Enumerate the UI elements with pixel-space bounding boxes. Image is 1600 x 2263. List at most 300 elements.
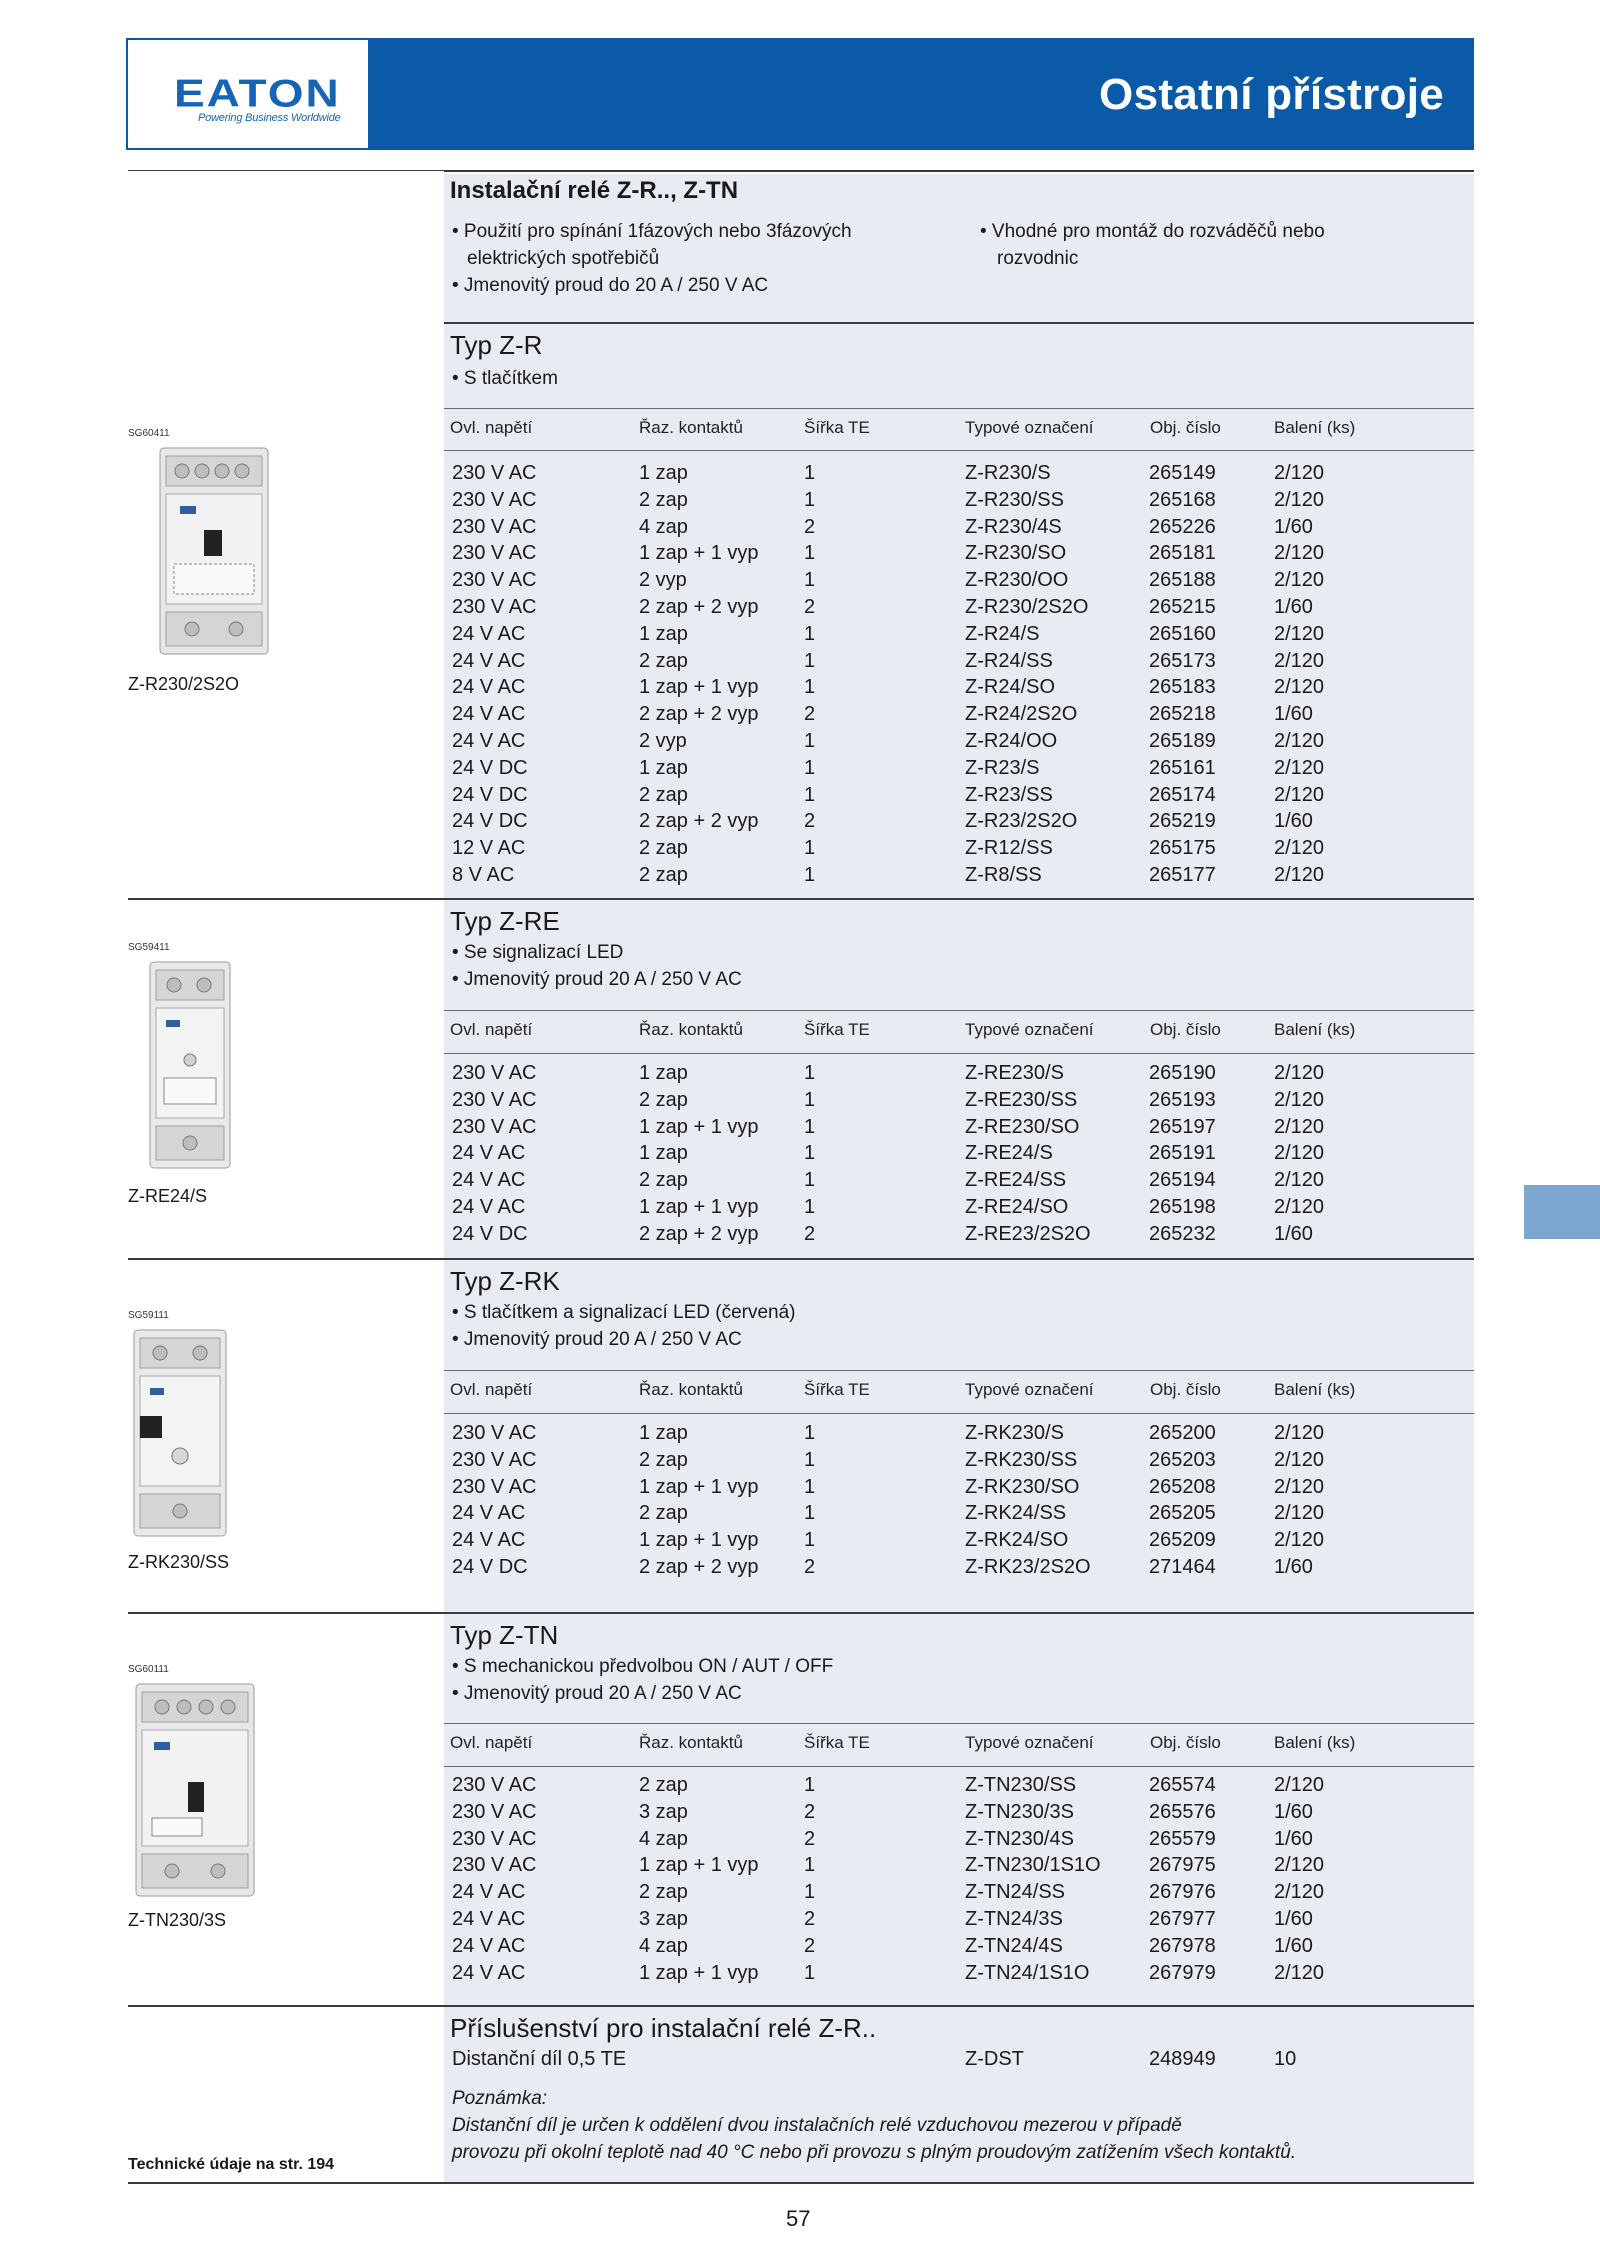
cell-order-no: 265226 (1149, 515, 1216, 538)
divider (128, 2005, 1474, 2007)
cell-contacts: 1 zap + 1 vyp (639, 1961, 759, 1984)
table-row (452, 1935, 1452, 1962)
cell-voltage: 230 V AC (452, 1774, 537, 1796)
col-pack: Balení (ks) (1274, 1380, 1356, 1399)
header-band (370, 38, 1474, 150)
col-type: Typové označení (965, 1020, 1094, 1039)
cell-type: Z-R8/SS (965, 864, 1042, 886)
cell-contacts: 1 zap + 1 vyp (639, 542, 759, 565)
cell-width: 1 (804, 1774, 816, 1796)
note-line: Distanční díl je určen k oddělení dvou instalačních relé vzduchovou mezerou v případě (452, 2115, 1182, 2136)
cell-order-no: 265149 (1149, 462, 1216, 484)
cell-width: 1 (804, 730, 816, 752)
cell-width: 1 (804, 1088, 816, 1111)
cell-type: Z-TN230/4S (965, 1827, 1074, 1850)
cell-voltage: 24 V AC (452, 1196, 526, 1218)
cell-type: Z-TN24/1S1O (965, 1961, 1090, 1984)
cell-width: 2 (804, 1222, 816, 1245)
cell-width: 1 (804, 1854, 816, 1877)
table-row (452, 1556, 1452, 1583)
cell-order-no: 265209 (1149, 1529, 1216, 1552)
cell-contacts: 2 zap (639, 837, 688, 860)
cell-width: 1 (804, 1448, 816, 1471)
col-type: Typové označení (965, 418, 1094, 437)
cell-order-no: 265218 (1149, 703, 1216, 726)
cell-voltage: 24 V AC (452, 1908, 526, 1930)
cell-contacts: 4 zap (639, 515, 688, 538)
cell-order-no: 267979 (1149, 1961, 1216, 1984)
cell-order-no: 265190 (1149, 1062, 1216, 1084)
cell-pack: 2/120 (1274, 837, 1325, 860)
cell-pack: 2/120 (1274, 1961, 1325, 1984)
cell-order-no: 267975 (1149, 1854, 1216, 1877)
cell-voltage: 12 V AC (452, 837, 526, 860)
cell-voltage: 24 V AC (452, 730, 526, 752)
cell-pack: 2/120 (1274, 488, 1325, 511)
cell-contacts: 4 zap (639, 1827, 688, 1850)
cell-contacts: 1 zap (639, 462, 688, 484)
cell-contacts: 2 zap (639, 649, 688, 672)
cell-order-no: 265188 (1149, 569, 1216, 592)
note-label: Poznámka: (452, 2088, 548, 2109)
cell-type: Z-R230/OO (965, 569, 1069, 592)
accessory-name: Distanční díl 0,5 TE (452, 2048, 627, 2070)
cell-contacts: 1 zap + 1 vyp (639, 1529, 759, 1552)
col-width: Šířka TE (804, 1733, 870, 1752)
cell-voltage: 24 V AC (452, 1502, 526, 1525)
cell-voltage: 230 V AC (452, 569, 537, 592)
side-tab-marker (1524, 1185, 1600, 1239)
table-row (452, 1502, 1452, 1529)
cell-order-no: 265181 (1149, 542, 1216, 565)
divider (128, 1258, 1474, 1260)
cell-pack: 2/120 (1274, 622, 1325, 645)
cell-type: Z-RK230/S (965, 1422, 1064, 1444)
cell-contacts: 1 zap (639, 622, 688, 645)
cell-type: Z-R23/SS (965, 783, 1053, 806)
tech-data-reference: Technické údaje na str. 194 (128, 2156, 335, 2173)
table-row (452, 1422, 1452, 1449)
cell-order-no: 265208 (1149, 1475, 1216, 1498)
table-row (452, 650, 1452, 677)
cell-type: Z-TN230/SS (965, 1774, 1077, 1796)
cell-type: Z-RK23/2S2O (965, 1556, 1091, 1578)
cell-contacts: 1 zap + 1 vyp (639, 1475, 759, 1498)
cell-order-no: 265191 (1149, 1142, 1216, 1165)
cell-width: 1 (804, 1169, 816, 1192)
cell-order-no: 265193 (1149, 1088, 1216, 1111)
accessories-title: Příslušenství pro instalační relé Z-R.. (450, 2013, 877, 2043)
table-row (452, 864, 1452, 891)
cell-width: 2 (804, 596, 816, 618)
cell-contacts: 3 zap (639, 1908, 688, 1930)
col-contacts: Řaz. kontaktů (639, 1020, 743, 1039)
page-title: Ostatní přístroje (1099, 70, 1444, 119)
cell-type: Z-RE23/2S2O (965, 1222, 1091, 1245)
cell-contacts: 2 zap (639, 488, 688, 511)
table-row (452, 1062, 1452, 1089)
cell-width: 2 (804, 1800, 816, 1823)
cell-pack: 1/60 (1274, 1827, 1313, 1850)
col-voltage: Ovl. napětí (450, 1020, 533, 1039)
table-row (452, 542, 1452, 569)
cell-contacts: 2 zap + 2 vyp (639, 1222, 759, 1245)
divider (444, 1723, 1474, 1724)
cell-pack: 2/120 (1274, 676, 1325, 699)
divider (128, 2182, 1474, 2184)
divider (128, 1612, 1474, 1614)
cell-pack: 2/120 (1274, 730, 1325, 752)
cell-pack: 2/120 (1274, 1142, 1325, 1165)
image-code: SG59411 (128, 942, 170, 953)
cell-type: Z-TN24/4S (965, 1934, 1063, 1957)
cell-type: Z-R24/OO (965, 730, 1058, 752)
cell-order-no: 265175 (1149, 837, 1216, 860)
cell-contacts: 2 zap (639, 1448, 688, 1471)
cell-pack: 2/120 (1274, 1196, 1325, 1218)
cell-pack: 2/120 (1274, 756, 1325, 779)
cell-type: Z-R230/SO (965, 542, 1067, 565)
cell-voltage: 230 V AC (452, 462, 537, 484)
cell-type: Z-R230/2S2O (965, 596, 1089, 618)
cell-contacts: 2 zap (639, 1774, 688, 1796)
divider (444, 1766, 1474, 1767)
cell-type: Z-RE230/S (965, 1062, 1064, 1084)
cell-voltage: 24 V DC (452, 756, 528, 779)
cell-type: Z-TN24/SS (965, 1881, 1066, 1904)
section-title-z-tn: Typ Z-TN (450, 1620, 559, 1650)
cell-type: Z-RK24/SO (965, 1529, 1069, 1552)
cell-width: 1 (804, 1502, 816, 1525)
image-code: SG60411 (128, 428, 170, 439)
table-row (452, 1116, 1452, 1143)
section-title-z-re: Typ Z-RE (450, 906, 560, 936)
cell-voltage: 24 V AC (452, 622, 526, 645)
accessory-type: Z-DST (965, 2048, 1024, 2070)
col-order-no: Obj. číslo (1150, 1380, 1221, 1399)
table-row (452, 1529, 1452, 1556)
divider (444, 170, 1474, 172)
cell-pack: 1/60 (1274, 596, 1313, 618)
cell-voltage: 230 V AC (452, 1475, 537, 1498)
section-bullet: • Jmenovitý proud 20 A / 250 V AC (452, 969, 742, 990)
cell-width: 2 (804, 1827, 816, 1850)
divider (444, 1413, 1474, 1414)
cell-pack: 2/120 (1274, 1088, 1325, 1111)
cell-order-no: 265177 (1149, 864, 1216, 886)
cell-width: 1 (804, 837, 816, 860)
cell-order-no: 267978 (1149, 1934, 1216, 1957)
intro-bullet: • Vhodné pro montáž do rozváděčů nebo (980, 221, 1325, 242)
table-row (452, 1774, 1452, 1801)
cell-pack: 2/120 (1274, 1502, 1325, 1525)
cell-width: 1 (804, 622, 816, 645)
col-width: Šířka TE (804, 1020, 870, 1039)
table-row (452, 757, 1452, 784)
note-line: provozu při okolní teplotě nad 40 °C nebo při provozu s plným proudovým zatížením všech kontaktů. (452, 2142, 1297, 2163)
col-order-no: Obj. číslo (1150, 1733, 1221, 1752)
accessory-order-no: 248949 (1149, 2048, 1216, 2070)
col-voltage: Ovl. napětí (450, 1733, 533, 1752)
cell-pack: 2/120 (1274, 1881, 1325, 1904)
logo-box (126, 38, 370, 150)
cell-voltage: 24 V DC (452, 810, 528, 833)
cell-voltage: 230 V AC (452, 1422, 537, 1444)
cell-contacts: 2 zap (639, 864, 688, 886)
col-width: Šířka TE (804, 418, 870, 437)
cell-width: 2 (804, 810, 816, 833)
cell-order-no: 265203 (1149, 1448, 1216, 1471)
cell-order-no: 265579 (1149, 1827, 1216, 1850)
cell-voltage: 230 V AC (452, 1062, 537, 1084)
cell-contacts: 2 zap (639, 1881, 688, 1904)
divider (444, 1370, 1474, 1371)
cell-width: 1 (804, 488, 816, 511)
cell-voltage: 24 V DC (452, 1556, 528, 1578)
cell-type: Z-TN230/1S1O (965, 1854, 1101, 1877)
cell-order-no: 265168 (1149, 488, 1216, 511)
col-pack: Balení (ks) (1274, 1733, 1356, 1752)
cell-contacts: 2 zap + 2 vyp (639, 1556, 759, 1578)
cell-order-no: 265160 (1149, 622, 1216, 645)
cell-order-no: 265205 (1149, 1502, 1216, 1525)
cell-type: Z-R12/SS (965, 837, 1053, 860)
cell-width: 1 (804, 1881, 816, 1904)
cell-contacts: 1 zap (639, 1062, 688, 1084)
cell-pack: 2/120 (1274, 1169, 1325, 1192)
table-row (452, 516, 1452, 543)
cell-width: 2 (804, 515, 816, 538)
col-order-no: Obj. číslo (1150, 418, 1221, 437)
col-type: Typové označení (965, 1380, 1094, 1399)
table-row (452, 1908, 1452, 1935)
col-contacts: Řaz. kontaktů (639, 418, 743, 437)
table-row (452, 837, 1452, 864)
col-type: Typové označení (965, 1733, 1094, 1752)
table-row (452, 1962, 1452, 1989)
cell-order-no: 265219 (1149, 810, 1216, 833)
cell-type: Z-RE24/SO (965, 1196, 1069, 1218)
cell-contacts: 2 zap + 2 vyp (639, 703, 759, 726)
col-contacts: Řaz. kontaktů (639, 1733, 743, 1752)
cell-pack: 2/120 (1274, 1422, 1325, 1444)
cell-type: Z-RE230/SS (965, 1088, 1078, 1111)
cell-contacts: 1 zap + 1 vyp (639, 676, 759, 699)
cell-type: Z-R24/SS (965, 649, 1053, 672)
image-caption: Z-TN230/3S (128, 1910, 227, 1930)
cell-voltage: 24 V AC (452, 1142, 526, 1165)
section-bullet: • Se signalizací LED (452, 942, 624, 963)
table-row (452, 489, 1452, 516)
cell-type: Z-RE24/SS (965, 1169, 1067, 1192)
cell-order-no: 265161 (1149, 756, 1216, 779)
section-bullet: • Jmenovitý proud 20 A / 250 V AC (452, 1329, 742, 1350)
cell-voltage: 230 V AC (452, 1854, 537, 1877)
intro-bullet: elektrických spotřebičů (467, 248, 660, 269)
cell-order-no: 265197 (1149, 1115, 1216, 1138)
section-title-z-rk: Typ Z-RK (450, 1266, 560, 1296)
cell-width: 1 (804, 1961, 816, 1984)
relay-image-z-rk (130, 1328, 230, 1540)
cell-contacts: 1 zap (639, 1422, 688, 1444)
cell-pack: 1/60 (1274, 1908, 1313, 1930)
cell-pack: 2/120 (1274, 1854, 1325, 1877)
cell-voltage: 24 V DC (452, 1222, 528, 1245)
cell-voltage: 230 V AC (452, 488, 537, 511)
section-bullet: • S tlačítkem a signalizací LED (červená) (452, 1302, 796, 1323)
cell-width: 1 (804, 1142, 816, 1165)
cell-voltage: 24 V AC (452, 1934, 526, 1957)
cell-type: Z-RK230/SO (965, 1475, 1080, 1498)
cell-pack: 1/60 (1274, 1222, 1313, 1245)
table-row (452, 1881, 1452, 1908)
divider (444, 322, 1474, 324)
image-caption: Z-RE24/S (128, 1186, 208, 1206)
cell-contacts: 1 zap + 1 vyp (639, 1196, 759, 1218)
cell-voltage: 24 V AC (452, 1169, 526, 1192)
table-row (452, 1169, 1452, 1196)
col-contacts: Řaz. kontaktů (639, 1380, 743, 1399)
cell-width: 1 (804, 1196, 816, 1218)
cell-pack: 2/120 (1274, 649, 1325, 672)
cell-voltage: 230 V AC (452, 1088, 537, 1111)
table-row (452, 1449, 1452, 1476)
eaton-logo: EATON (174, 70, 341, 116)
cell-width: 1 (804, 676, 816, 699)
cell-voltage: 230 V AC (452, 1448, 537, 1471)
cell-contacts: 2 vyp (639, 569, 687, 592)
section-bullet: • Jmenovitý proud 20 A / 250 V AC (452, 1683, 742, 1704)
cell-type: Z-R24/SO (965, 676, 1056, 699)
intro-bullet: rozvodnic (997, 248, 1079, 269)
relay-image-z-r (156, 446, 272, 658)
relay-image-z-tn (132, 1682, 258, 1900)
cell-contacts: 2 vyp (639, 730, 687, 752)
cell-type: Z-TN230/3S (965, 1800, 1074, 1823)
section-bullet: • S tlačítkem (452, 368, 558, 389)
cell-contacts: 1 zap (639, 1142, 688, 1165)
cell-voltage: 230 V AC (452, 1115, 537, 1138)
table-row (452, 1223, 1452, 1250)
image-code: SG60111 (128, 1664, 169, 1675)
divider (444, 450, 1474, 451)
relay-image-z-re (146, 960, 234, 1172)
cell-voltage: 24 V DC (452, 783, 528, 806)
cell-pack: 2/120 (1274, 1062, 1325, 1084)
cell-contacts: 3 zap (639, 1800, 688, 1823)
section-title-z-r: Typ Z-R (450, 330, 543, 360)
table-row (452, 810, 1452, 837)
cell-type: Z-R23/2S2O (965, 810, 1078, 833)
cell-width: 1 (804, 1115, 816, 1138)
cell-width: 2 (804, 1556, 816, 1578)
cell-width: 1 (804, 1475, 816, 1498)
cell-width: 1 (804, 783, 816, 806)
col-pack: Balení (ks) (1274, 418, 1356, 437)
cell-pack: 1/60 (1274, 1800, 1313, 1823)
table-row (452, 596, 1452, 623)
cell-pack: 2/120 (1274, 783, 1325, 806)
cell-width: 2 (804, 1934, 816, 1957)
table-row (452, 703, 1452, 730)
cell-contacts: 2 zap (639, 1169, 688, 1192)
accessory-row (452, 2048, 1452, 2075)
cell-voltage: 24 V AC (452, 676, 526, 699)
page-number: 57 (786, 2206, 811, 2231)
cell-order-no: 265215 (1149, 596, 1216, 618)
divider (444, 408, 1474, 409)
cell-width: 1 (804, 649, 816, 672)
col-width: Šířka TE (804, 1380, 870, 1399)
cell-order-no: 265576 (1149, 1800, 1216, 1823)
table-row (452, 730, 1452, 757)
cell-voltage: 230 V AC (452, 1827, 537, 1850)
cell-voltage: 24 V AC (452, 1961, 526, 1984)
cell-contacts: 4 zap (639, 1934, 688, 1957)
cell-type: Z-R23/S (965, 756, 1040, 779)
cell-voltage: 8 V AC (452, 864, 515, 886)
cell-pack: 2/120 (1274, 569, 1325, 592)
cell-order-no: 265189 (1149, 730, 1216, 752)
cell-order-no: 265174 (1149, 783, 1216, 806)
cell-voltage: 230 V AC (452, 596, 537, 618)
cell-contacts: 1 zap + 1 vyp (639, 1115, 759, 1138)
cell-voltage: 24 V AC (452, 1881, 526, 1904)
cell-pack: 2/120 (1274, 864, 1325, 886)
image-code: SG59111 (128, 1310, 169, 1321)
cell-type: Z-RE24/S (965, 1142, 1053, 1165)
cell-order-no: 265232 (1149, 1222, 1216, 1245)
cell-type: Z-R24/S (965, 622, 1040, 645)
cell-pack: 2/120 (1274, 1529, 1325, 1552)
cell-contacts: 1 zap (639, 756, 688, 779)
logo-tagline: Powering Business Worldwide (198, 112, 341, 124)
cell-order-no: 265574 (1149, 1774, 1216, 1796)
cell-order-no: 265194 (1149, 1169, 1216, 1192)
section-bullet: • S mechanickou předvolbou ON / AUT / OFF (452, 1656, 834, 1677)
table-row (452, 1854, 1452, 1881)
cell-width: 1 (804, 569, 816, 592)
cell-order-no: 265200 (1149, 1422, 1216, 1444)
cell-type: Z-RK24/SS (965, 1502, 1067, 1525)
cell-pack: 1/60 (1274, 810, 1313, 833)
cell-type: Z-R230/SS (965, 488, 1064, 511)
col-voltage: Ovl. napětí (450, 1380, 533, 1399)
cell-width: 1 (804, 1529, 816, 1552)
accessory-pack: 10 (1274, 2048, 1297, 2070)
cell-voltage: 230 V AC (452, 542, 537, 565)
table-row (452, 784, 1452, 811)
cell-contacts: 2 zap (639, 1502, 688, 1525)
cell-type: Z-R230/S (965, 462, 1051, 484)
cell-pack: 2/120 (1274, 1774, 1325, 1796)
cell-order-no: 265198 (1149, 1196, 1216, 1218)
cell-type: Z-R24/2S2O (965, 703, 1078, 726)
cell-contacts: 2 zap (639, 783, 688, 806)
cell-width: 2 (804, 1908, 816, 1930)
cell-type: Z-RE230/SO (965, 1115, 1080, 1138)
table-row (452, 462, 1452, 489)
image-caption: Z-R230/2S2O (128, 674, 240, 694)
divider (128, 170, 444, 171)
cell-order-no: 265183 (1149, 676, 1216, 699)
table-row (452, 1828, 1452, 1855)
table-row (452, 676, 1452, 703)
cell-width: 1 (804, 1422, 816, 1444)
col-pack: Balení (ks) (1274, 1020, 1356, 1039)
cell-type: Z-RK230/SS (965, 1448, 1078, 1471)
cell-width: 1 (804, 756, 816, 779)
